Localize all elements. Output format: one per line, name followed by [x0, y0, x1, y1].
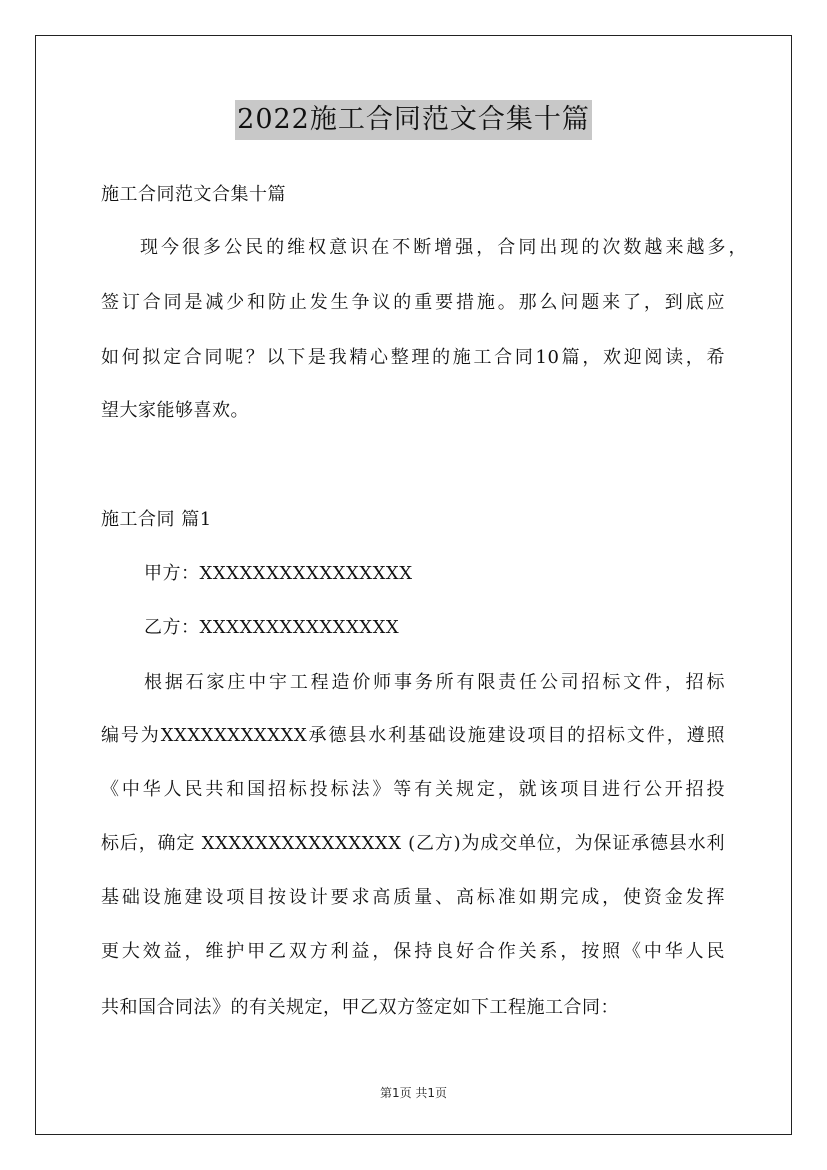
body-line: 《中华人民共和国招标投标法》等有关规定，就该项目进行公开招投	[101, 779, 725, 800]
title-container	[0, 100, 827, 140]
body-line: 基础设施建设项目按设计要求高质量、高标准如期完成，使资金发挥	[101, 887, 725, 908]
body-line: 更大效益，维护甲乙双方利益，保持良好合作关系，按照《中华人民	[101, 941, 725, 962]
body-line: 编号为XXXXXXXXXXX承德县水利基础设施建设项目的招标文件，遵照	[101, 725, 725, 746]
intro-line: 签订合同是减少和防止发生争议的重要措施。那么问题来了，到底应	[101, 292, 725, 313]
intro-line: 如何拟定合同呢？以下是我精心整理的施工合同10篇，欢迎阅读，希	[101, 347, 725, 368]
page-footer: 第1页 共1页	[379, 1086, 448, 1100]
intro-line: 望大家能够喜欢。	[101, 400, 249, 421]
section-heading: 施工合同 篇1	[101, 509, 212, 530]
document-subtitle: 施工合同范文合集十篇	[101, 184, 286, 205]
intro-line: 现今很多公民的维权意识在不断增强，合同出现的次数越来越多，	[140, 237, 747, 258]
body-line: 标后，确定 XXXXXXXXXXXXXXX (乙方)为成交单位，为保证承德县水利	[101, 833, 725, 854]
party-b: 乙方：XXXXXXXXXXXXXXX	[144, 617, 400, 638]
body-line: 根据石家庄中宇工程造价师事务所有限责任公司招标文件，招标	[144, 672, 725, 693]
party-a: 甲方：XXXXXXXXXXXXXXXX	[144, 563, 413, 584]
body-line: 共和国合同法》的有关规定，甲乙双方签定如下工程施工合同：	[101, 997, 619, 1018]
document-title: 2022施工合同范文合集十篇	[235, 100, 592, 140]
